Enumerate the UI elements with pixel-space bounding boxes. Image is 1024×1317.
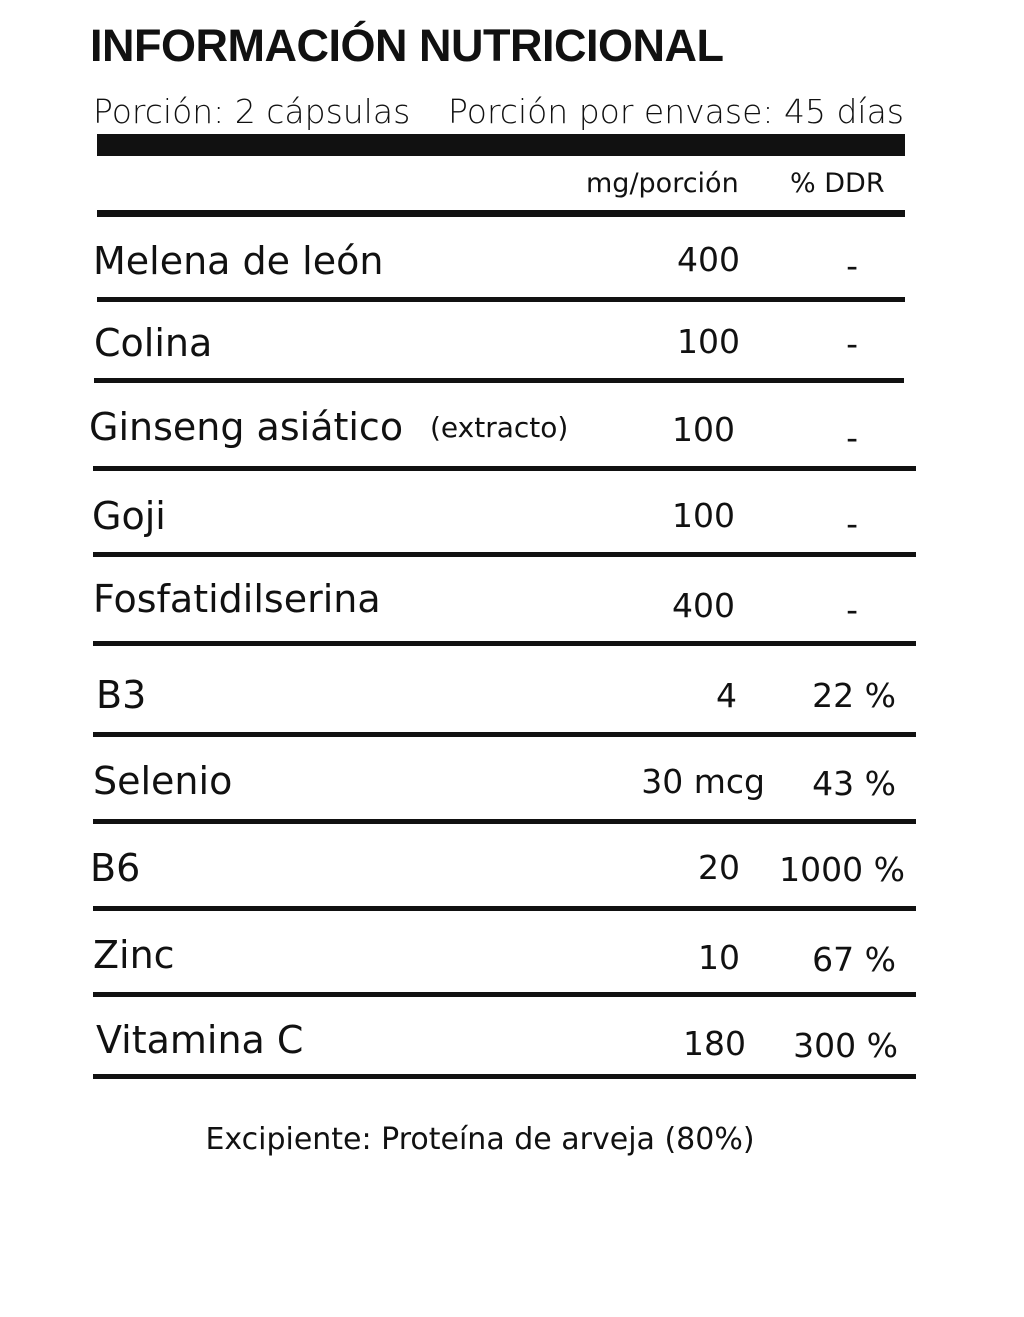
servings-per-container: Porción por envase: 45 días: [448, 92, 904, 131]
nutrient-name: B6: [90, 846, 141, 890]
nutrient-ddr: 300 %: [793, 1026, 898, 1065]
nutrient-ddr: -: [846, 418, 858, 457]
serving-size: Porción: 2 cápsulas: [93, 92, 411, 131]
nutrient-name: Vitamina C: [96, 1018, 304, 1062]
nutrient-name: B3: [96, 673, 147, 717]
row-divider: [93, 992, 916, 997]
nutrient-note: (extracto): [430, 411, 569, 444]
row-divider: [93, 466, 916, 471]
nutrient-ddr: -: [846, 324, 858, 363]
header-bar: [97, 134, 905, 156]
page-title: INFORMACIÓN NUTRICIONAL: [90, 20, 724, 71]
nutrient-ddr: 43 %: [812, 764, 896, 803]
row-divider: [93, 819, 916, 824]
nutrient-ddr: 67 %: [812, 940, 896, 979]
nutrient-name: Colina: [94, 321, 213, 365]
row-divider: [93, 906, 916, 911]
nutrient-mg: 30 mcg: [641, 762, 765, 801]
header-divider: [97, 210, 905, 217]
nutrient-mg: 100: [677, 322, 740, 361]
nutrient-ddr: -: [846, 246, 858, 285]
column-header-ddr: % DDR: [790, 168, 885, 199]
nutrient-mg: 400: [677, 240, 740, 279]
nutrient-ddr: -: [846, 504, 858, 543]
nutrient-name: Zinc: [93, 933, 175, 977]
nutrient-name: Goji: [92, 494, 166, 538]
row-divider: [97, 297, 905, 302]
nutrient-mg: 400: [672, 586, 735, 625]
nutrient-mg: 100: [672, 410, 735, 449]
row-divider: [94, 378, 904, 383]
nutrient-mg: 180: [683, 1024, 746, 1063]
nutrient-name: Selenio: [93, 759, 233, 803]
excipient-note: Excipiente: Proteína de arveja (80%): [205, 1122, 755, 1157]
nutrient-mg: 20: [698, 848, 740, 887]
nutrient-ddr: 22 %: [812, 676, 896, 715]
nutrient-name: Ginseng asiático: [89, 405, 404, 449]
nutrient-ddr: 1000 %: [779, 850, 905, 889]
row-divider: [93, 641, 916, 646]
nutrient-name: Melena de león: [93, 239, 384, 283]
nutrient-mg: 4: [716, 676, 737, 715]
nutrient-ddr: -: [846, 590, 858, 629]
nutrient-mg: 100: [672, 496, 735, 535]
nutrient-mg: 10: [698, 938, 740, 977]
row-divider: [93, 552, 916, 557]
row-divider: [93, 1074, 916, 1079]
column-header-mg: mg/porción: [586, 168, 739, 199]
nutrient-name: Fosfatidilserina: [93, 577, 381, 621]
row-divider: [93, 732, 916, 737]
